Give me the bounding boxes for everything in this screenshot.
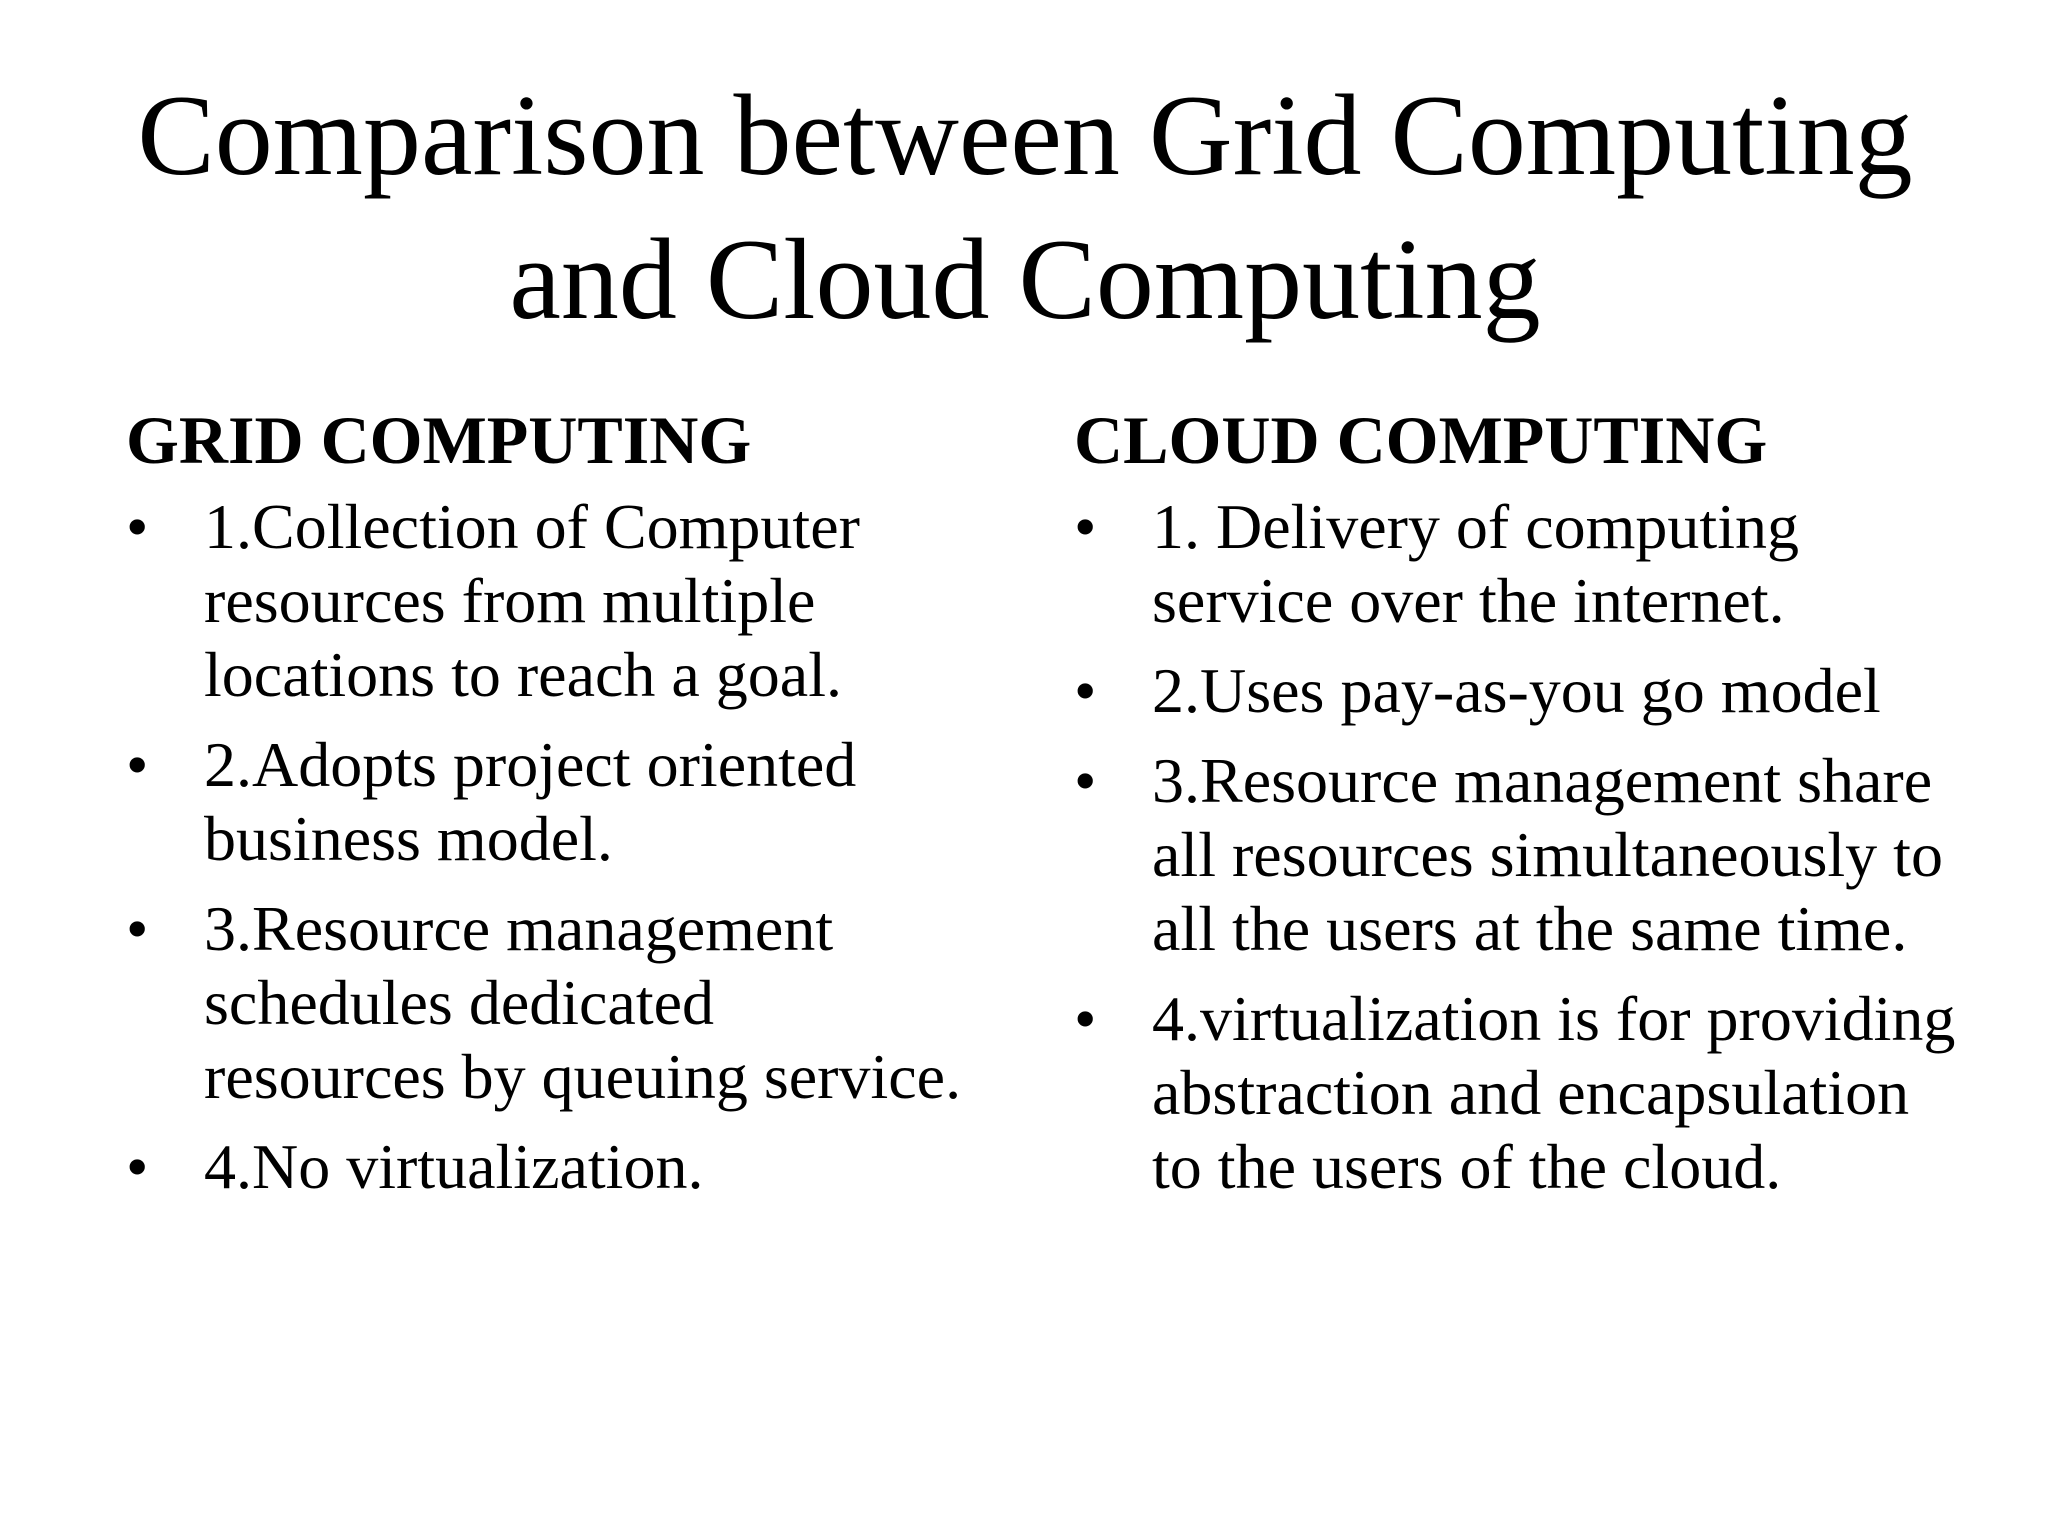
bullet-icon: • <box>126 893 149 964</box>
list-item <box>126 1130 966 1204</box>
list-item-text: 3.Resource management share all resources simultaneously to all the users at the same time. <box>1152 745 1959 964</box>
bullet-icon: • <box>1074 655 1097 726</box>
list-item <box>126 728 966 876</box>
list-item <box>126 892 966 1114</box>
title-line-2: and Cloud Computing <box>509 216 1541 344</box>
bullet-icon: • <box>1074 491 1097 562</box>
list-item <box>1074 744 1974 966</box>
list-item-text: 4.No virtualization. <box>204 1131 704 1202</box>
cloud-computing-column <box>1074 398 1988 1220</box>
bullet-icon: • <box>126 1131 149 1202</box>
grid-computing-column <box>126 398 966 1220</box>
list-item-text: 2.Adopts project oriented business model. <box>204 729 873 874</box>
list-item <box>1074 490 1974 638</box>
list-item-text: 1. Delivery of computing service over the internet. <box>1152 491 1815 636</box>
title-line-1: Comparison between Grid Computing <box>137 72 1913 200</box>
list-item-text: 2.Uses pay-as-you go model <box>1152 655 1881 726</box>
list-item-text: 1.Collection of Computer resources from multiple locations to reach a goal. <box>204 491 876 710</box>
grid-computing-list <box>126 490 966 1204</box>
bullet-icon: • <box>1074 983 1097 1054</box>
bullet-icon: • <box>1074 745 1097 816</box>
list-item-text: 4.virtualization is for providing abstraction and encapsulation to the users of the cloud. <box>1152 983 1988 1202</box>
list-item-text: 3.Resource management schedules dedicated resources by queuing service. <box>204 893 962 1112</box>
list-item <box>1074 982 1988 1204</box>
bullet-icon: • <box>126 729 149 800</box>
bullet-icon: • <box>126 491 149 562</box>
grid-computing-heading: GRID COMPUTING <box>126 402 752 478</box>
list-item <box>126 490 966 712</box>
cloud-computing-list <box>1074 490 1988 1204</box>
cloud-computing-heading: CLOUD COMPUTING <box>1074 402 1768 478</box>
slide-title <box>100 64 1950 352</box>
list-item <box>1074 654 1974 728</box>
